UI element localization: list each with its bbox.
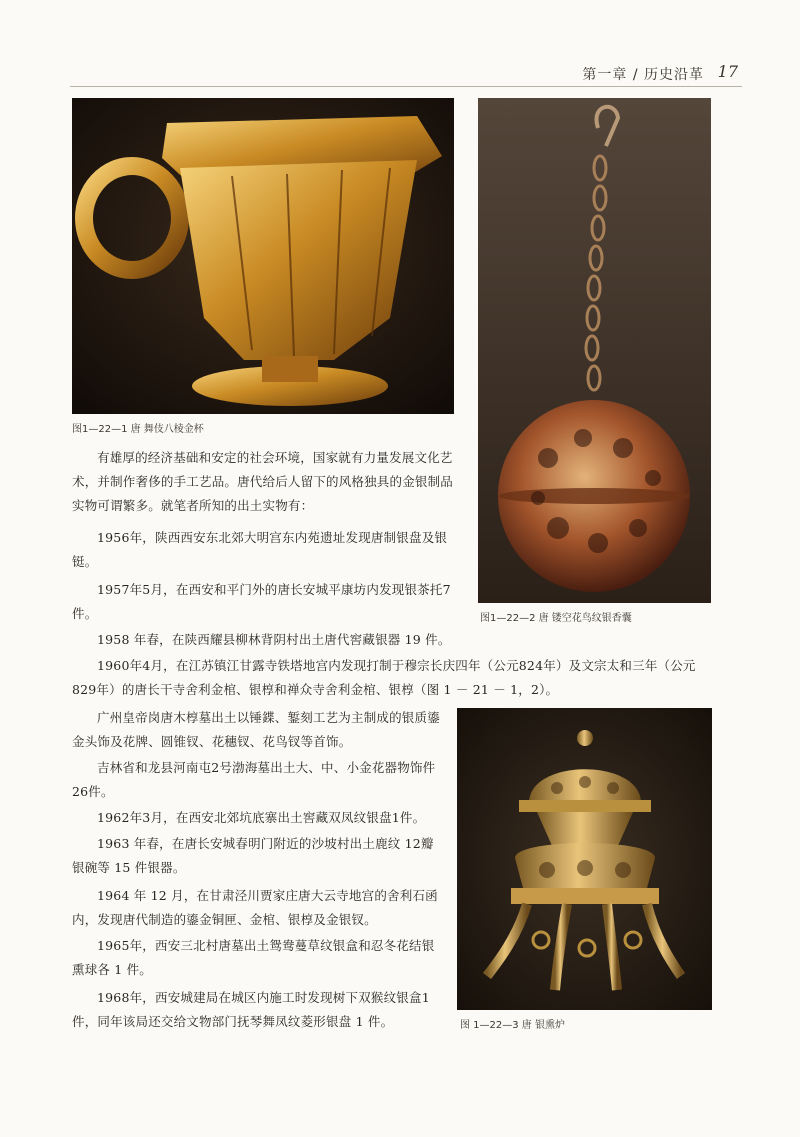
paragraph-1965: 1965年，西安三北村唐墓出土鸳鸯蔓草纹银盒和忍冬花结银熏球各 1 件。 [72,938,435,977]
paragraph-1956: 1956年，陕西西安东北郊大明宫东内苑遗址发现唐制银盘及银铤。 [72,530,448,569]
paragraph-1962: 1962年3月，在西安北郊坑底寨出土窖藏双凤纹银盘1件。 [97,810,426,825]
paragraph-1964: 1964 年 12 月，在甘肃泾川贾家庄唐大云寺地宫的舍利石函内，发现唐代制造的鎏金铜匣、金棺、银椁及金银钗。 [72,888,438,927]
paragraph-1960: 1960年4月，在江苏镇江甘露寺铁塔地宫内发现打制于穆宗长庆四年（公元824年）及文宗太和三年（公元829年）的唐长干寺舍利金棺、银椁和禅众寺舍利金棺、银椁（图 1 － 21 － 1，2）。 [72,658,696,697]
gold-cup-photo [72,98,454,414]
page-number: 17 [717,62,738,81]
incense-ball-photo [478,98,711,603]
paragraph-guangzhou: 广州皇帝岗唐木椁墓出土以锤鍱、錾刻工艺为主制成的银质鎏金头饰及花牌、圆锥钗、花穗钗、花鸟钗等首饰。 [72,710,440,749]
figure-caption-1: 图1—22—1 唐 舞伎八棱金杯 [72,424,204,435]
chapter-title: 第一章 / 历史沿革 [582,67,704,83]
figure-caption-3: 图 1—22—3 唐 银熏炉 [460,1020,565,1031]
figure-caption-2: 图1—22—2 唐 镂空花鸟纹银香囊 [480,613,632,624]
paragraph-1968: 1968年，西安城建局在城区内施工时发现树下双猴纹银盒1 件，同年该局还交给文物部门抚琴舞凤纹菱形银盘 1 件。 [72,990,430,1029]
paragraph-intro: 有雄厚的经济基础和安定的社会环境，国家就有力量发展文化艺术，并制作奢侈的手工艺品。唐代给后人留下的风格独具的金银制品实物可谓繁多。就笔者所知的出土实物有： [72,450,454,513]
running-header [70,62,742,87]
paragraph-jilin: 吉林省和龙县河南屯2号渤海墓出土大、中、小金花器物饰件26件。 [72,760,436,799]
paragraph-1963: 1963 年春，在唐长安城春明门附近的沙坡村出土鹿纹 12瓣银碗等 15 件银器。 [72,836,434,875]
paragraph-1957: 1957年5月，在西安和平门外的唐长安城平康坊内发现银茶托7件。 [72,582,451,621]
paragraph-1958: 1958 年春，在陕西耀县柳林背阴村出土唐代窖藏银器 19 件。 [97,632,451,647]
incense-burner-photo [457,708,712,1010]
